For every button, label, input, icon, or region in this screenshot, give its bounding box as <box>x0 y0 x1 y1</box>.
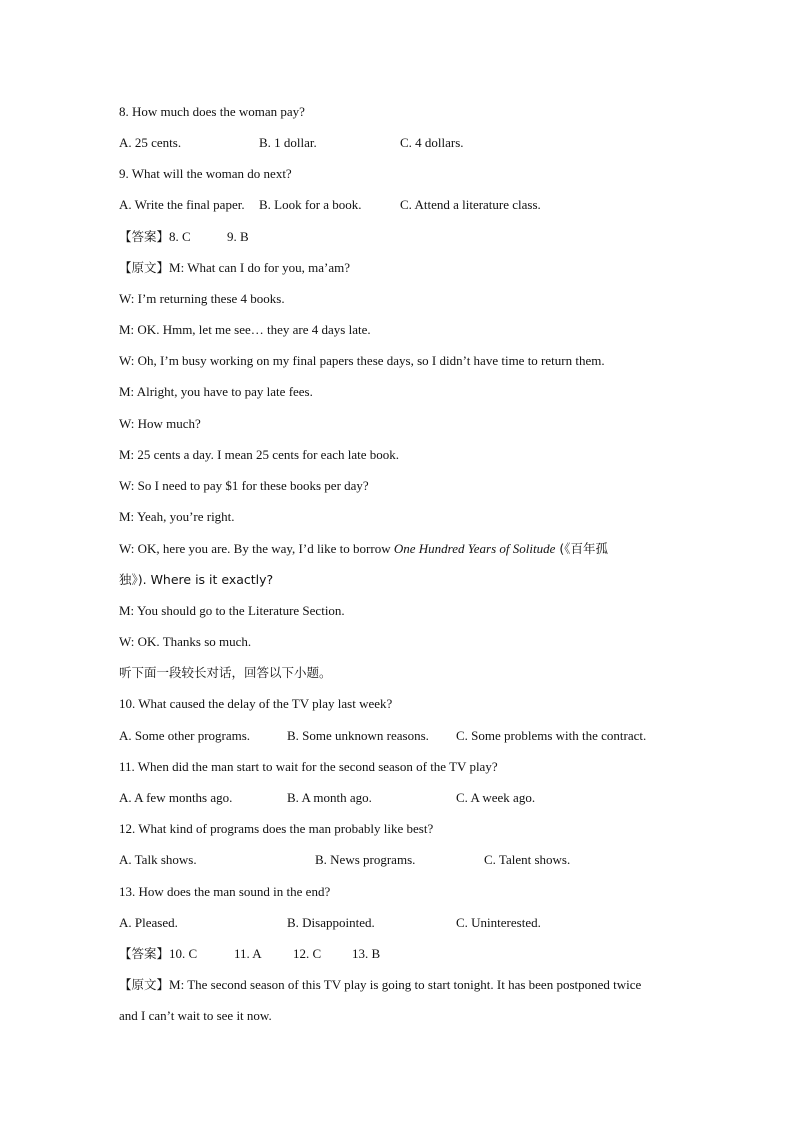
question-13: 13. How does the man sound in the end? <box>119 884 331 899</box>
book-title-cn: (《百年孤 <box>555 541 608 556</box>
answer-tag: 【答案】 <box>119 946 170 961</box>
answer-tag: 【答案】 <box>119 229 170 244</box>
q13-option-a: A. Pleased. <box>119 915 178 930</box>
answer-9: 9. B <box>227 229 249 244</box>
q13-option-c: C. Uninterested. <box>456 915 541 930</box>
transcript-borrow-line <box>119 541 608 557</box>
q10-option-b: B. Some unknown reasons. <box>287 728 429 743</box>
q10-option-c: C. Some problems with the contract. <box>456 728 647 743</box>
transcript-2-first-line <box>119 977 641 993</box>
transcript-line: M: 25 cents a day. I mean 25 cents for each late book. <box>119 447 400 462</box>
question-12: 12. What kind of programs does the man probably like best? <box>119 821 434 836</box>
question-11: 11. When did the man start to wait for the second season of the TV play? <box>119 759 498 774</box>
transcript-line: M: You should go to the Literature Section. <box>119 603 345 618</box>
transcript-line: M: Alright, you have to pay late fees. <box>119 384 313 399</box>
q13-option-b: B. Disappointed. <box>287 915 375 930</box>
question-10: 10. What caused the delay of the TV play last week? <box>119 696 393 711</box>
q11-option-c: C. A week ago. <box>456 790 536 805</box>
q12-option-c: C. Talent shows. <box>484 852 571 867</box>
q12-option-b: B. News programs. <box>315 852 416 867</box>
q11-option-a: A. A few months ago. <box>119 790 233 805</box>
q8-option-c: C. 4 dollars. <box>400 135 464 150</box>
transcript-line: M: Yeah, you’re right. <box>119 509 235 524</box>
q9-option-b: B. Look for a book. <box>259 197 362 212</box>
transcript-line: W: How much? <box>119 416 201 431</box>
answer-line-1 <box>119 229 191 245</box>
question-9: 9. What will the woman do next? <box>119 166 292 181</box>
transcript-text: M: The second season of this TV play is going to start tonight. It has been postponed twice <box>169 977 642 992</box>
section-instruction: 听下面一段较长对话，回答以下小题。 <box>119 665 332 680</box>
answer-10: 10. C <box>169 946 198 961</box>
borrow-continuation: 独》). Where is it exactly? <box>119 572 274 587</box>
transcript-line: W: I’m returning these 4 books. <box>119 291 285 306</box>
q9-option-c: C. Attend a literature class. <box>400 197 541 212</box>
transcript-line: M: OK. Hmm, let me see… they are 4 days late. <box>119 322 371 337</box>
q11-option-b: B. A month ago. <box>287 790 372 805</box>
transcript-2-continuation: and I can’t wait to see it now. <box>119 1008 272 1023</box>
answer-8: 8. C <box>169 229 191 244</box>
q10-option-a: A. Some other programs. <box>119 728 251 743</box>
borrow-text: W: OK, here you are. By the way, I’d like to borrow <box>119 541 394 556</box>
answer-line-2 <box>119 946 197 962</box>
transcript-tag: 【原文】 <box>119 260 170 275</box>
transcript-line: W: So I need to pay $1 for these books per day? <box>119 478 369 493</box>
transcript-tag: 【原文】 <box>119 977 170 992</box>
answer-12: 12. C <box>293 946 322 961</box>
book-title: One Hundred Years of Solitude <box>393 541 556 556</box>
transcript-line <box>119 572 273 588</box>
q8-option-a: A. 25 cents. <box>119 135 182 150</box>
question-8: 8. How much does the woman pay? <box>119 104 305 119</box>
answer-11: 11. A <box>234 946 262 961</box>
q8-option-b: B. 1 dollar. <box>259 135 317 150</box>
q9-option-a: A. Write the final paper. <box>119 197 245 212</box>
transcript-line: W: OK. Thanks so much. <box>119 634 252 649</box>
transcript-line: W: Oh, I’m busy working on my final papers these days, so I didn’t have time to return them. <box>119 353 605 368</box>
transcript-first-line <box>119 260 350 276</box>
transcript-text: M: What can I do for you, ma’am? <box>169 260 350 275</box>
q12-option-a: A. Talk shows. <box>119 852 197 867</box>
answer-13: 13. B <box>352 946 381 961</box>
